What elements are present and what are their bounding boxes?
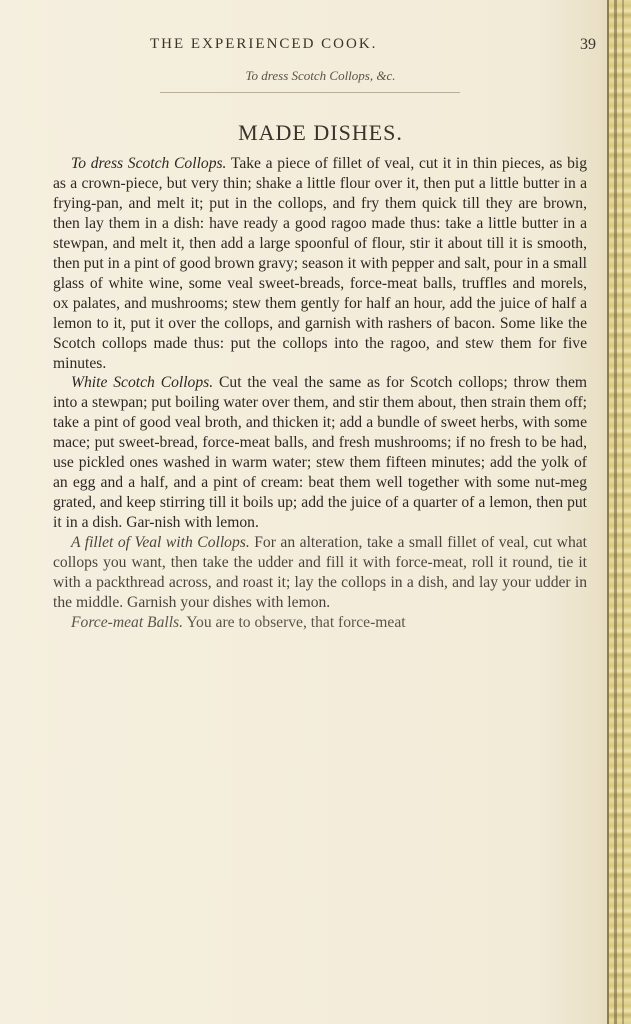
running-title: THE EXPERIENCED COOK. (150, 36, 378, 52)
recipe-text: For an alteration, take a small fillet of veal, cut what collops you want, then take the udder and fill it with force-meat, roll it round, tie it with a packthread across, and roast it; lay the collops in a dish, and lay your udder in the middle. Garnish your dishes with lemon. (53, 534, 587, 611)
recipe-text: Take a piece of fillet of veal, cut it in thin pieces, as big as a crown-piece, but very thin; shake a little flour over it, then put a little butter in a frying-pan, and melt it; put in the collops, and fry them quick till they are brown, then lay them in a dish: have ready a good ragoo made thus: take a little butter in a stewpan, and melt it, then add a large spoonful of flour, stir it about till it is smooth, then put in a pint of good brown gravy; season it with pepper and salt, pour in a small glass of white wine, some veal sweet-breads, force-meat balls, truffles and morels, ox palates, and mushrooms; stew them gently for half an hour, add the juice of half a lemon to it, put it over the collops, and garnish with rashers of bacon. Some like the Scotch collops made thus: put the collops into the ragoo, and stew them for five minutes. (53, 155, 587, 372)
divider-rule (160, 92, 460, 93)
recipe-heading: To dress Scotch Collops. (71, 155, 227, 172)
recipe-text: Cut the veal the same as for Scotch collops; throw them into a stewpan; put boiling water over them, and stir them about, then strain them off; take a pint of good veal broth, and thicken it; add a bundle of sweet herbs, with some mace; put sweet-bread, force-meat balls, and fresh mushrooms; if no fresh to be had, use pickled ones washed in warm water; stew them fifteen minutes; add the yolk of an egg and a half, and a pint of cream: beat them well together with some nut-meg grated, and keep stirring till it boils up; add the juice of a quarter of a lemon, then put it in a dish. Gar-nish with lemon. (53, 374, 587, 532)
recipe-heading: White Scotch Collops. (71, 374, 214, 392)
recipe-text: You are to observe, that force-meat (183, 613, 406, 631)
recipe-paragraph (53, 373, 587, 533)
recipe-paragraph (53, 154, 587, 373)
page-number: 39 (580, 36, 596, 53)
subheading: To dress Scotch Collops, &c. (245, 68, 396, 83)
recipe-heading: A fillet of Veal with Collops. (71, 534, 250, 552)
section-title: MADE DISHES. (238, 120, 403, 145)
recipe-heading: Force-meat Balls. (71, 613, 184, 631)
recipe-paragraph (53, 613, 587, 633)
recipe-paragraph (53, 533, 587, 613)
body-text (53, 154, 587, 633)
book-gutter (607, 0, 631, 1024)
